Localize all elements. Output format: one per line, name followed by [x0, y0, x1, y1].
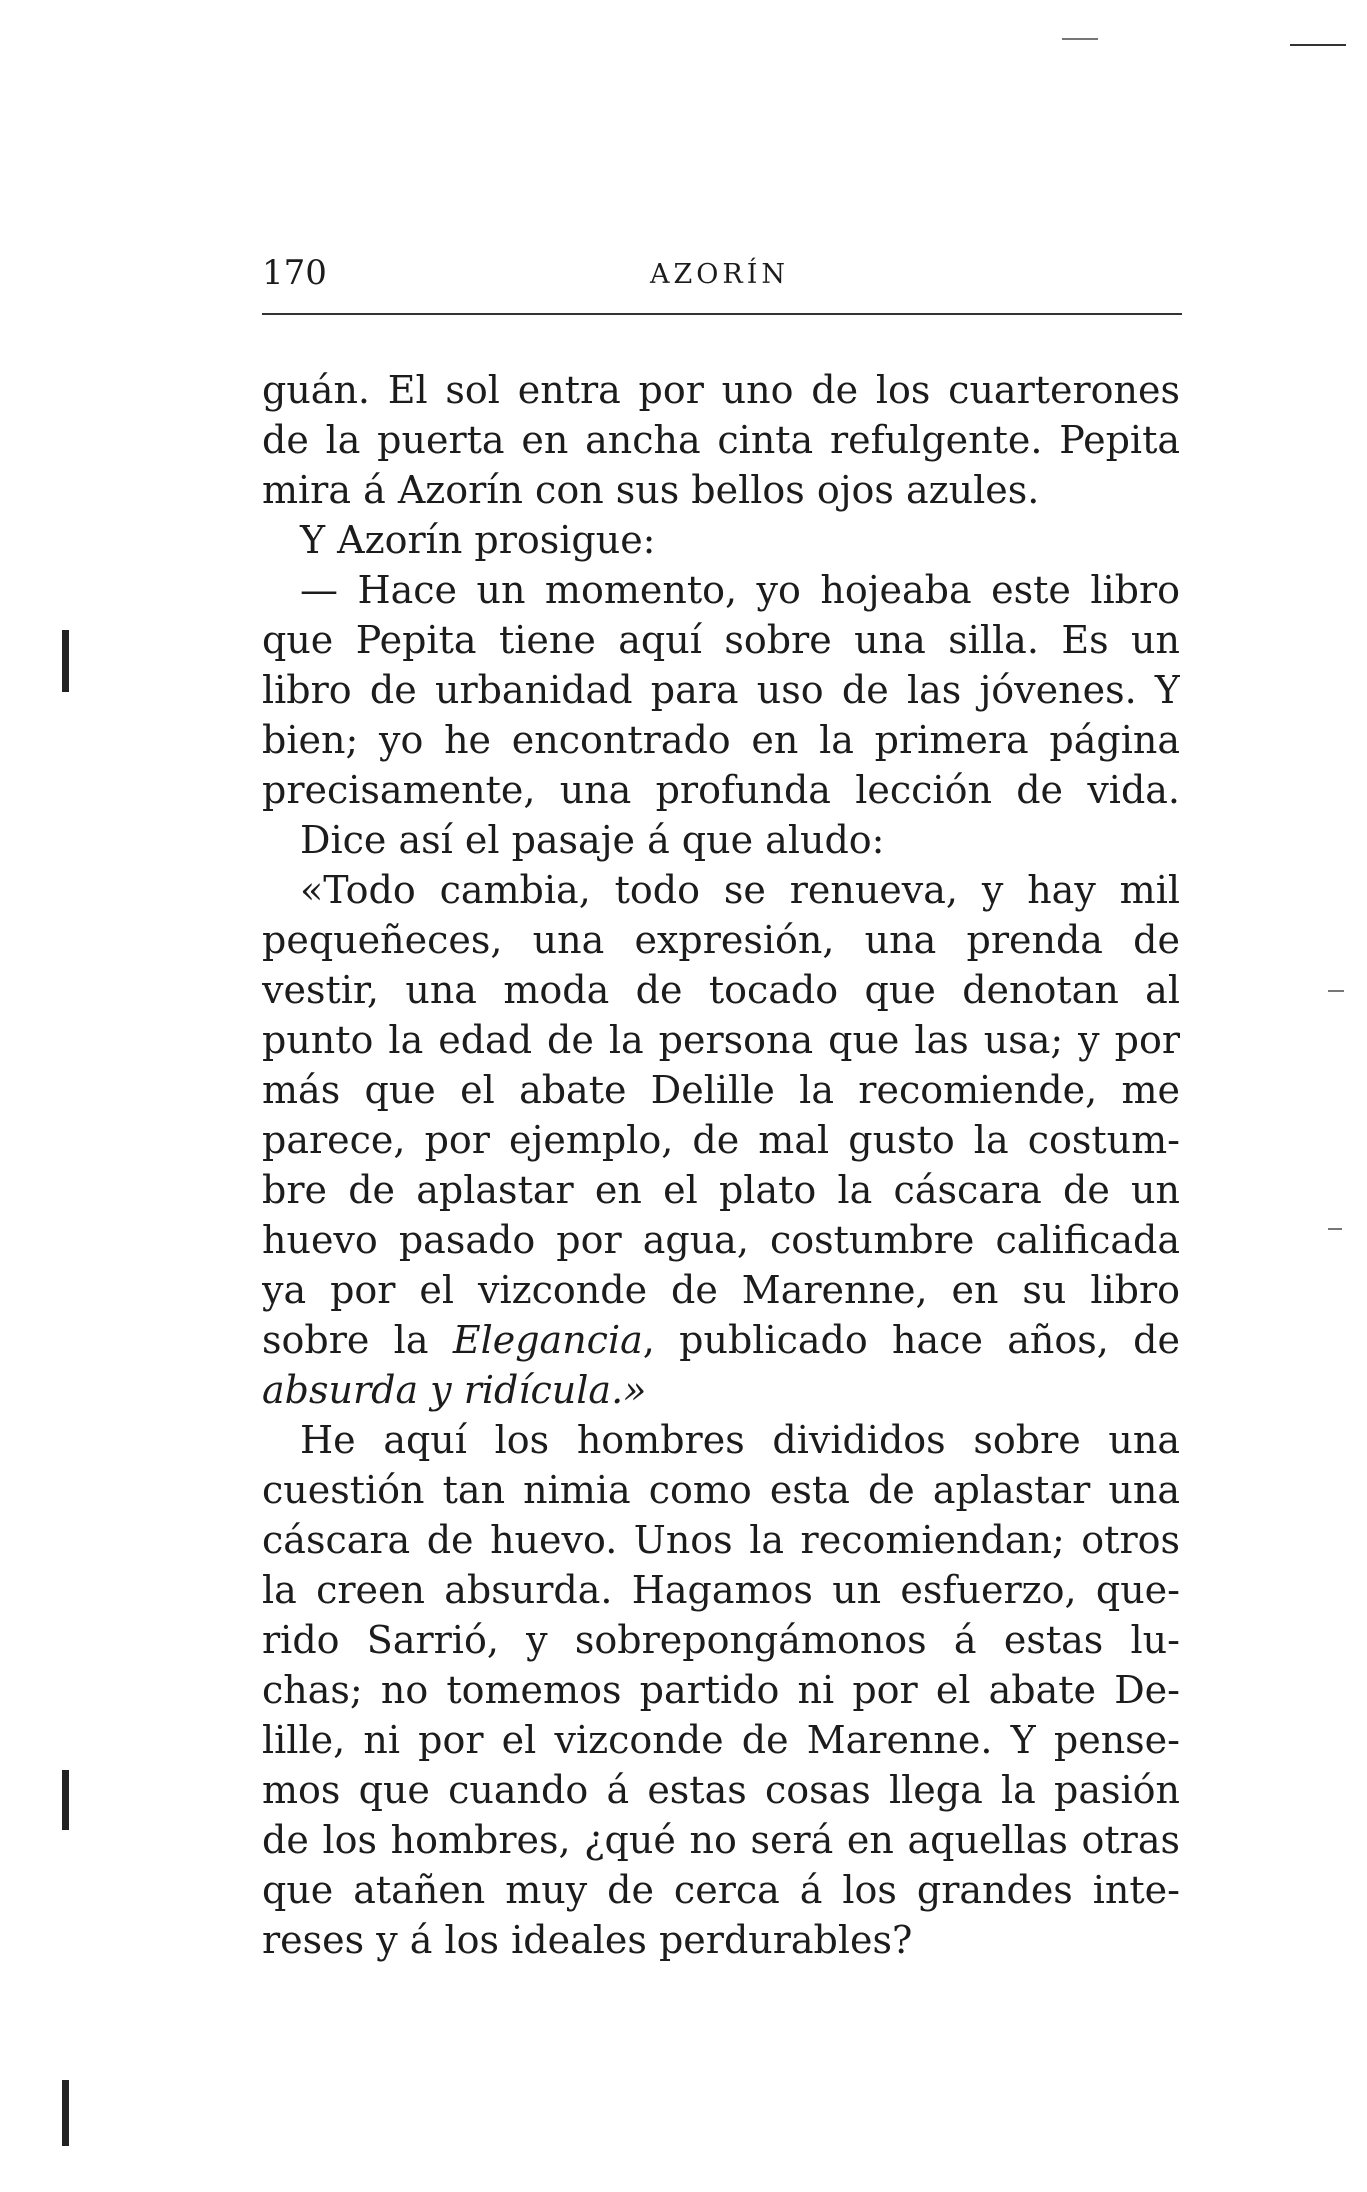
text-line: ya por el vizconde de Marenne, en su libro	[262, 1268, 1180, 1312]
text-line: — Hace un momento, yo hojeaba este libro	[300, 568, 1180, 612]
header-rule	[262, 313, 1182, 315]
text-line: bien; yo he encontrado en la primera página	[262, 718, 1180, 762]
text-line: lille, ni por el vizconde de Marenne. Y pense-	[262, 1718, 1180, 1762]
text-line: «Todo cambia, todo se renueva, y hay mil	[300, 868, 1180, 912]
text-line: guán. El sol entra por uno de los cuarterones	[262, 368, 1180, 412]
text-line: Y Azorín prosigue:	[300, 518, 656, 562]
text-line: rido Sarrió, y sobrepongámonos á estas lu-	[262, 1618, 1180, 1662]
scan-mark	[62, 1770, 69, 1830]
text-fragment: sobre la	[262, 1318, 429, 1362]
text-line: chas; no tomemos partido ni por el abate De-	[262, 1668, 1180, 1712]
text-line: de los hombres, ¿qué no será en aquellas otras	[262, 1818, 1180, 1862]
italic-title: Elegancia	[452, 1318, 643, 1362]
text-line: que Pepita tiene aquí sobre una silla. Es un	[262, 618, 1180, 662]
text-line: mos que cuando á estas cosas llega la pasión	[262, 1768, 1180, 1812]
text-line: Dice así el pasaje á que aludo:	[300, 818, 885, 862]
scan-dash	[1062, 38, 1098, 40]
scan-dash	[1328, 990, 1344, 992]
text-line: más que el abate Delille la recomiende, me	[262, 1068, 1180, 1112]
scan-mark	[62, 630, 69, 692]
text-line: cuestión tan nimia como esta de aplastar una	[262, 1468, 1180, 1512]
scan-dash	[1328, 1228, 1342, 1230]
text-line-with-italic	[262, 1315, 1180, 1365]
italic-line: absurda y ridícula.»	[262, 1368, 647, 1412]
text-line: precisamente, una profunda lección de vida.	[262, 768, 1180, 812]
text-line: de la puerta en ancha cinta refulgente. Pepita	[262, 418, 1180, 462]
text-line: parece, por ejemplo, de mal gusto la costum-	[262, 1118, 1180, 1162]
text-line: punto la edad de la persona que las usa; y por	[262, 1018, 1180, 1062]
text-line: He aquí los hombres divididos sobre una	[300, 1418, 1180, 1462]
scan-dash	[1290, 44, 1346, 46]
body-text	[262, 365, 1180, 1965]
page-header	[262, 250, 1182, 296]
text-line: mira á Azorín con sus bellos ojos azules.	[262, 468, 1040, 512]
scan-mark	[62, 2080, 69, 2146]
text-line: reses y á los ideales perdurables?	[262, 1918, 913, 1962]
running-title: AZORÍN	[650, 259, 790, 290]
text-line: bre de aplastar en el plato la cáscara de un	[262, 1168, 1180, 1212]
text-line: cáscara de huevo. Unos la recomiendan; otros	[262, 1518, 1180, 1562]
text-fragment: , publicado hace años, de	[642, 1318, 1180, 1362]
text-line: que atañen muy de cerca á los grandes inte-	[262, 1868, 1180, 1912]
text-line: pequeñeces, una expresión, una prenda de	[262, 918, 1180, 962]
text-line: la creen absurda. Hagamos un esfuerzo, que-	[262, 1568, 1180, 1612]
text-line: libro de urbanidad para uso de las jóvenes. Y	[262, 668, 1180, 712]
text-line: vestir, una moda de tocado que denotan al	[262, 968, 1180, 1012]
text-line: huevo pasado por agua, costumbre calificada	[262, 1218, 1180, 1262]
page-number: 170	[262, 253, 327, 293]
